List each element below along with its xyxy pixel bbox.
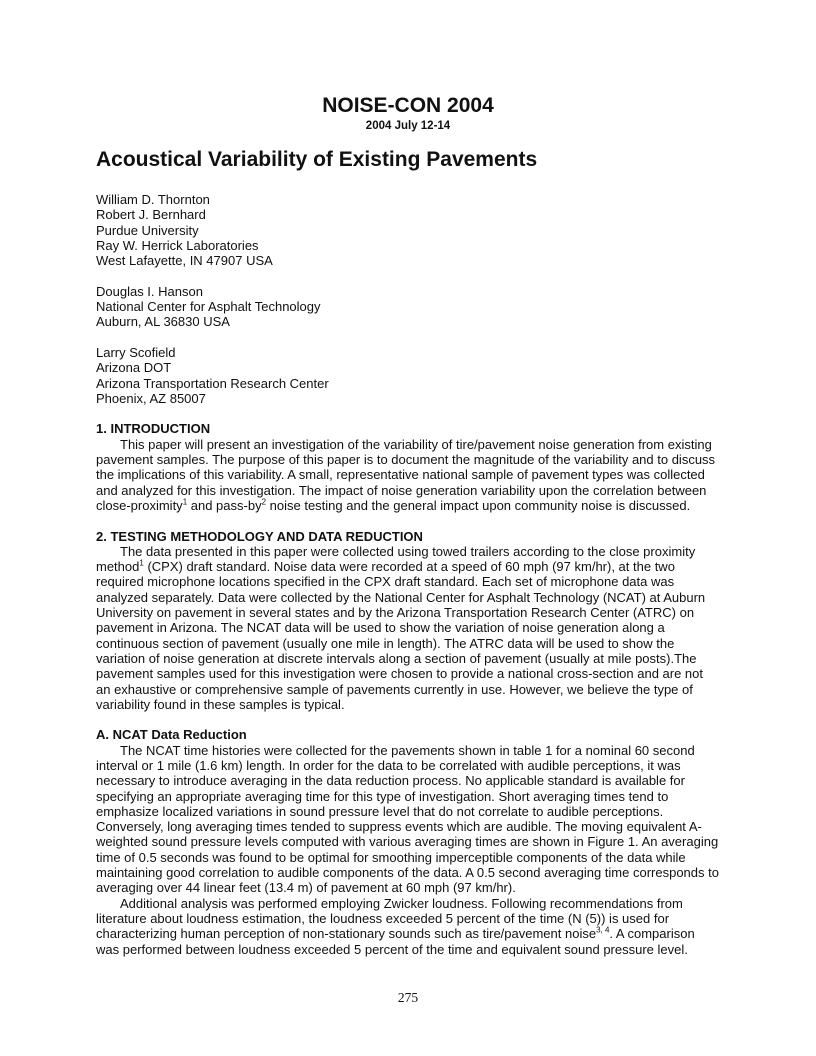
section-heading: 2. TESTING METHODOLOGY AND DATA REDUCTION — [96, 528, 423, 544]
section-heading: A. NCAT Data Reduction — [96, 727, 247, 743]
reference-superscript: 3, 4 — [596, 925, 610, 935]
author-line: Larry Scofield — [96, 344, 176, 360]
section-ncat-data-reduction — [96, 727, 720, 956]
text-run: . A comparison was performed between loudness exceeded 5 percent of the time and equivalent sound pressure level. — [96, 926, 695, 957]
author-line: William D. Thornton — [96, 192, 210, 207]
text-run: (CPX) draft standard. Noise data were recorded at a speed of 60 mph (97 km/hr), at the two required microphone locations specified in the CPX draft standard. Each set of microphone data was analyzed separately. Data were collected by the National Center for Asphalt Technology (NCAT) at Auburn University on pavement in several states and by the Arizona Transportation Research Center (ATRC) on pavement in Arizona. The NCAT data will be used to show the variation of noise generation along a continuous section of pavement (usually one mile in length). The ATRC data will be used to show the variation of noise generation at discrete intervals along a section of pavement (usually at mile posts).The pavement samples used for this investigation were chosen to provide a national cross-section and are not an exhaustive or comprehensive sample of pavements currently in use. However, we believe the type of variability found in these samples is typical. — [96, 559, 706, 712]
author-list — [96, 192, 720, 406]
author-block — [96, 284, 720, 330]
section-methodology — [96, 529, 720, 713]
author-line: Phoenix, AZ 85007 — [96, 390, 206, 406]
paper-page — [96, 94, 720, 972]
paragraph: The NCAT time histories were collected for the pavements shown in table 1 for a nominal 60 second interval or 1 mile (1.6 km) length. In order for the data to be correlated with audible perceptions, it was necessary to introduce averaging in the data reduction process. No applicable standard is available for specifying an appropriate averaging time for this type of investigation. Short averaging times tend to emphasize localized variations in sound pressure level that do not correlate to audible perceptions. Conversely, long averaging times tended to suppress events which are audible. The moving equivalent A-weighted sound pressure levels computed with various averaging times are shown in Figure 1. An averaging time of 0.5 seconds was found to be optimal for smoothing imperceptible components of the data while maintaining good correlation to audible components of the data. A 0.5 second averaging time corresponds to averaging over 44 linear feet (13.4 m) of pavement at 60 mph (97 km/hr). — [96, 742, 719, 896]
author-line: West Lafayette, IN 47907 USA — [96, 253, 273, 269]
author-block — [96, 192, 720, 268]
author-line: Purdue University — [96, 222, 199, 238]
text-run: Additional analysis was performed employing Zwicker loudness. Following recommendations from literature about loudness estimation, the loudness exceeded 5 percent of the time (N (5)) is used for characterizing human perception of non-stationary sounds such as tire/pavement noise — [96, 895, 683, 942]
text-run: This paper will present an investigation of the variability of tire/pavement noise generation from existing pavement samples. The purpose of this paper is to document the magnitude of the variability and to discuss the implications of this variability. A small, representative national sample of pavement types was collected and analyzed for this investigation. The impact of noise generation variability upon the correlation between close-proximity — [96, 436, 716, 513]
text-run: noise testing and the general impact upon community noise is discussed. — [266, 497, 691, 513]
author-line: National Center for Asphalt Technology — [96, 299, 321, 315]
author-block — [96, 345, 720, 406]
conference-title: NOISE-CON 2004 — [322, 94, 494, 117]
author-line: Arizona Transportation Research Center — [96, 375, 329, 391]
section-heading: 1. INTRODUCTION — [96, 421, 211, 437]
paper-title: Acoustical Variability of Existing Pavements — [96, 148, 538, 171]
author-line: Ray W. Herrick Laboratories — [96, 237, 259, 253]
paragraph — [96, 437, 720, 513]
paragraph — [96, 896, 720, 957]
section-introduction — [96, 421, 720, 513]
paragraph — [96, 544, 720, 712]
text-run: and pass-by — [187, 497, 262, 513]
author-line: Robert J. Bernhard — [96, 207, 206, 223]
author-line: Arizona DOT — [96, 360, 172, 376]
author-line: Douglas I. Hanson — [96, 283, 203, 299]
reference-superscript: 1 — [182, 497, 188, 507]
reference-superscript: 1 — [139, 558, 144, 568]
reference-superscript: 2 — [261, 497, 267, 507]
page-number: 275 — [397, 990, 419, 1005]
author-line: Auburn, AL 36830 USA — [96, 314, 230, 330]
text-run: The data presented in this paper were collected using towed trailers according to the close proximity method — [96, 543, 696, 575]
conference-date: 2004 July 12-14 — [365, 120, 451, 132]
